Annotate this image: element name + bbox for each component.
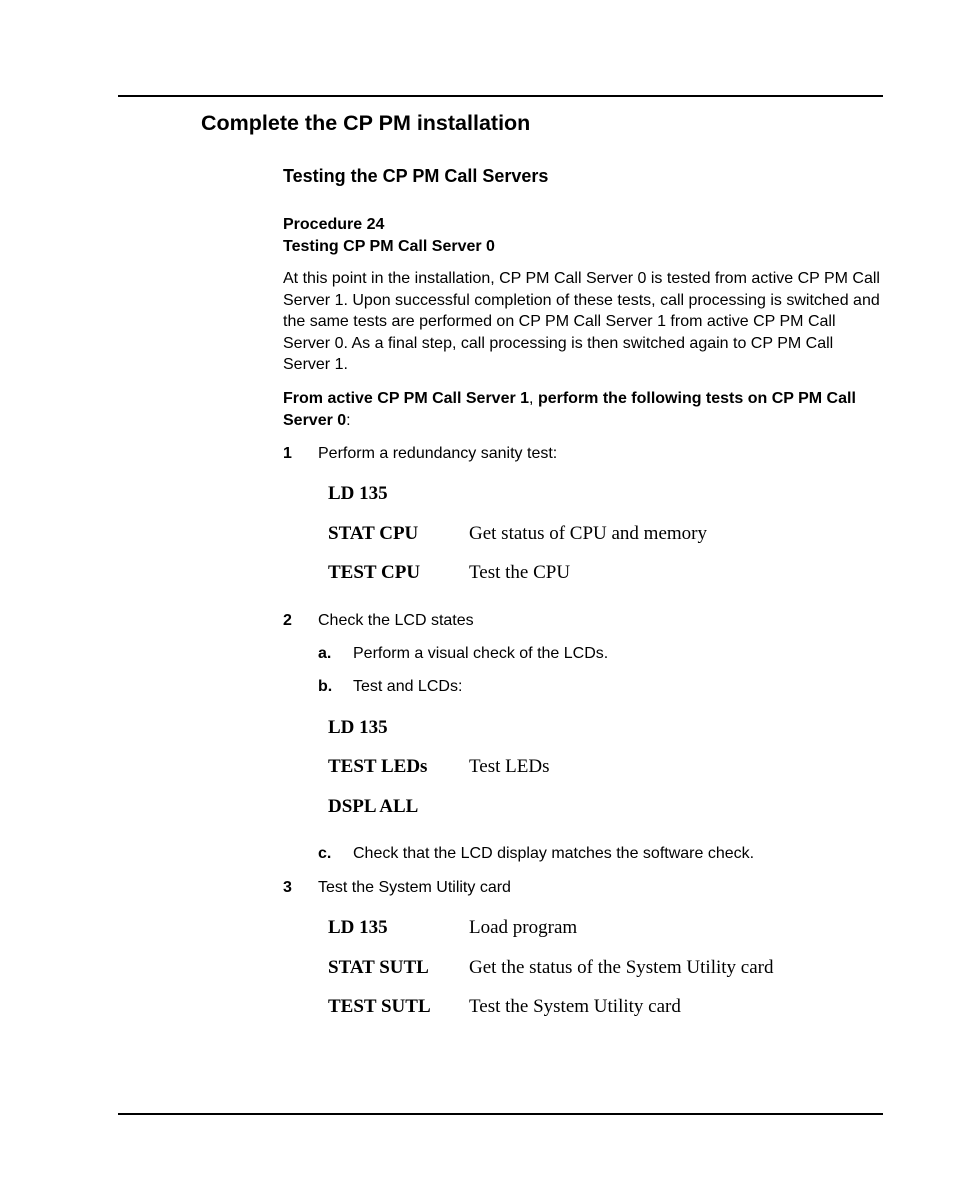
substep-label: c. bbox=[318, 845, 332, 862]
command-description: Load program bbox=[469, 917, 578, 938]
command: TEST LEDs bbox=[328, 756, 428, 777]
footer-rule bbox=[118, 1113, 883, 1115]
step-number: 2 bbox=[283, 612, 292, 629]
command-description: Test the System Utility card bbox=[469, 996, 681, 1017]
substep-text: Check that the LCD display matches the software check. bbox=[353, 845, 755, 862]
command-description: Get status of CPU and memory bbox=[469, 523, 708, 544]
step-text: Perform a redundancy sanity test: bbox=[318, 445, 558, 462]
substep-label: b. bbox=[318, 678, 333, 695]
header-rule bbox=[118, 95, 883, 97]
step-text: Test the System Utility card bbox=[318, 879, 511, 896]
procedure-title: Testing CP PM Call Server 0 bbox=[283, 238, 495, 255]
command: LD 135 bbox=[328, 717, 388, 738]
command-description: Test the CPU bbox=[469, 562, 571, 583]
command-description: Get the status of the System Utility card bbox=[469, 957, 774, 978]
lead-sep: , bbox=[529, 390, 538, 407]
step-number: 3 bbox=[283, 879, 292, 896]
substep-text: Perform a visual check of the LCDs. bbox=[353, 645, 609, 662]
procedure-number: Procedure 24 bbox=[283, 216, 385, 233]
procedure-caption bbox=[283, 214, 495, 258]
lead-part2: perform the following tests on CP PM Call Server 0 bbox=[283, 390, 856, 429]
lead-paragraph bbox=[283, 388, 883, 431]
command: LD 135 bbox=[328, 483, 388, 504]
command-description: Test LEDs bbox=[469, 756, 550, 777]
substep-label: a. bbox=[318, 645, 332, 662]
lead-part1: From active CP PM Call Server 1 bbox=[283, 390, 530, 407]
step-text: Check the LCD states bbox=[318, 612, 474, 629]
lead-end: : bbox=[346, 411, 351, 429]
page-heading: Complete the CP PM installation bbox=[201, 111, 531, 135]
command: STAT SUTL bbox=[328, 957, 429, 978]
command: LD 135 bbox=[328, 917, 388, 938]
command: TEST CPU bbox=[328, 562, 421, 583]
substep-text: Test and LCDs: bbox=[353, 678, 463, 695]
step-number: 1 bbox=[283, 445, 292, 462]
command: DSPL ALL bbox=[328, 796, 419, 817]
section-heading: Testing the CP PM Call Servers bbox=[283, 166, 549, 186]
command: TEST SUTL bbox=[328, 996, 431, 1017]
intro-paragraph: At this point in the installation, CP PM Call Server 0 is tested from active CP PM Call Server 1. Upon successful completion of these tests, call processing is switched and the same tests are performed on CP PM Call Server 1 from active CP PM Call Server 0. As a final step, call processing is then switched again to CP PM Call Server 1. bbox=[283, 270, 880, 374]
command: STAT CPU bbox=[328, 523, 419, 544]
